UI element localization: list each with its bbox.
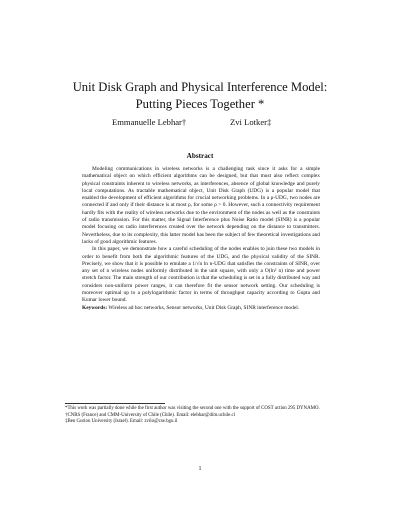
author-1: Emmanuelle Lebhar† — [112, 117, 187, 127]
keywords-label: Keywords: — [82, 304, 108, 311]
abstract-heading: Abstract — [186, 152, 214, 160]
page-number: 1 — [198, 466, 202, 472]
author-2: Zvi Lotker‡ — [230, 117, 272, 127]
title-line-1: Unit Disk Graph and Physical Interference Model: — [72, 80, 328, 94]
abstract-paragraph-2: In this paper, we demonstrate how a careful scheduling of the nodes enables to join these two models in order to benefit from both the algorithmic features of the UDG, and the physical validity of the SINR. Precisely, we show that it is possible to emulate a 1/√n ln n-UDG that satisfies the constraints of SINR, over any set of n wireless nodes uniformly distributed in the unit square, with only a O(ln² n) time and power stretch factor. The main strength of our contribution is that the scheduling is set in a fully distributed way and considers non-uniform power ranges, it can therefore fit the sensor network setting. Our scheduling is moreover optimal up to a polylogarithmic factor in terms of throughput capacity according to Gupta and Kumar lower bound. — [82, 246, 320, 304]
footnote-3: ‡Ben Gurion University (Israel). Email: zvilo@cse.bgu.il — [65, 419, 178, 425]
keywords — [82, 305, 320, 312]
footnote-divider — [65, 403, 165, 404]
footnote-1: *This work was partially done while the first author was visiting the second one with the support of COST action 295 DYNAMO. — [65, 406, 320, 411]
title-line-2: Putting Pieces Together * — [135, 96, 265, 111]
abstract-paragraph-1: Modeling communications in wireless networks is a challenging task since it asks for a simple mathematical object on which efficient algorithms can be designed, but that must also reflect complex physical constraints inherent to wireless networks, as interferences, absence of global knowledge and purely local computations. As tractable mathematical object, Unit Disk Graph (UDG) is a popular model that enabled the development of efficient algorithms for crucial networking problems. In a ρ-UDG, two nodes are connected if and only if their distance is at most ρ, for some ρ > 0. However, such a connectivity requirement hardly fits with the reality of wireless networks due to the environment of the nodes as well as the constraints of radio transmission. For this matter, the Signal Interference plus Noise Ratio model (SINR) is a popular model focusing on radio interferences created over the network depending on the distance to transmitters. Nevertheless, due to its complexity, this latter model has been the subject of few theoretical investigations and lacks of good algorithmic features. — [82, 166, 320, 245]
abstract-body — [82, 166, 320, 312]
footnotes — [65, 403, 341, 426]
keywords-text: Wireless ad hoc networks, Sensor networks, Unit Disk Graph, SINR interference model. — [107, 304, 300, 311]
footnote-2: †CNRS (France) and CMM-University of Chile (Chile). Email: elebhar@dim.uchile.cl — [65, 412, 236, 418]
paper-title — [40, 79, 360, 112]
